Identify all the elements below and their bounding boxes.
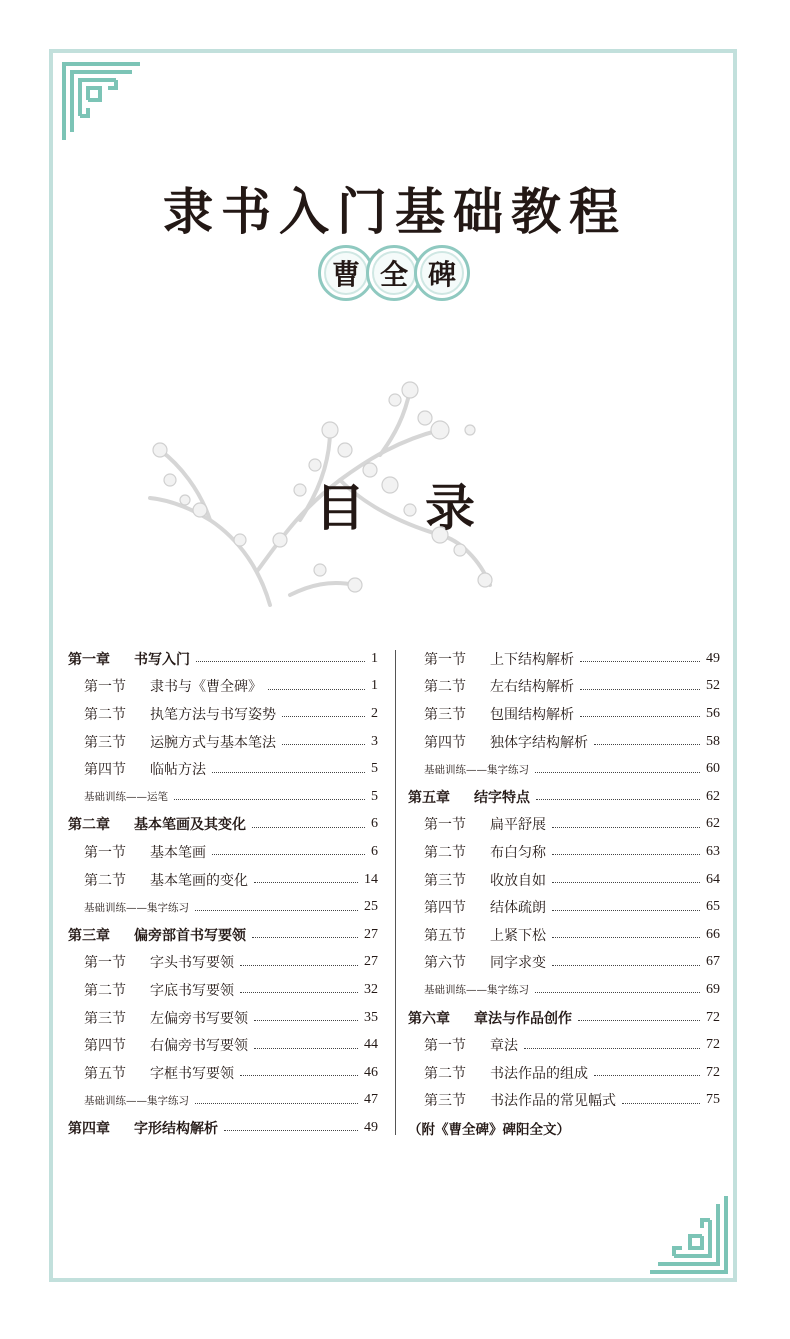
toc-entry-number: 第一节 (84, 955, 126, 972)
toc-entry-title: 结字特点 (474, 789, 530, 806)
toc-leader-dots (252, 827, 365, 828)
toc-column-left (68, 645, 378, 1142)
toc-entry-label (68, 649, 190, 669)
toc-entry-label (68, 814, 246, 834)
toc-entry-number: 第一章 (68, 651, 110, 668)
toc-entry-label (424, 732, 588, 752)
toc-leader-dots (282, 744, 365, 745)
toc-entry-page: 27 (364, 926, 378, 942)
toc-entry-training (408, 976, 720, 1004)
toc-entry-section (408, 866, 720, 894)
toc-entry-page: 56 (706, 705, 720, 721)
toc-entry-training (68, 893, 378, 921)
toc-entry-label (68, 925, 246, 945)
toc-entry-title: 扁平舒展 (490, 817, 546, 834)
toc-entry-section (68, 673, 378, 701)
toc-entry-label (424, 952, 546, 972)
toc-entry-label (84, 980, 234, 1000)
toc-entry-page: 35 (364, 1009, 378, 1025)
toc-entry-title: 章法与作品创作 (474, 1010, 572, 1027)
toc-entry-title: 基础训练——集字练习 (424, 984, 529, 997)
toc-leader-dots (195, 1103, 358, 1104)
toc-entry-label (424, 704, 574, 724)
toc-leader-dots (212, 854, 365, 855)
toc-entry-section (408, 838, 720, 866)
toc-leader-dots (195, 910, 358, 911)
toc-entry-section (408, 1031, 720, 1059)
toc-entry-label (424, 1063, 588, 1083)
toc-leader-dots (254, 882, 358, 883)
toc-entry-page: 65 (706, 899, 720, 915)
toc-entry-number: 第四节 (84, 762, 126, 779)
toc-entry-page: 46 (364, 1064, 378, 1080)
toc-leader-dots (535, 772, 700, 773)
toc-entry-label (68, 1118, 218, 1138)
toc-entry-section (68, 1004, 378, 1032)
toc-entry-label (84, 900, 189, 915)
toc-leader-dots (174, 799, 365, 800)
toc-entry-number: 第一节 (84, 679, 126, 696)
toc-entry-title: 字底书写要领 (150, 982, 234, 999)
toc-entry-label (424, 870, 546, 890)
toc-entry-title: 偏旁部首书写要领 (134, 927, 246, 944)
toc-entry-section (68, 1059, 378, 1087)
toc-entry-number: 第六节 (424, 955, 466, 972)
toc-entry-title: 独体字结构解析 (490, 734, 588, 751)
toc-entry-number: 第五章 (408, 789, 450, 806)
toc-entry-chapter (68, 921, 378, 949)
toc-entry-section (68, 1031, 378, 1059)
toc-entry-number: 第一节 (424, 817, 466, 834)
toc-entry-title: 字框书写要领 (150, 1065, 234, 1082)
toc-entry-number: 第三节 (424, 706, 466, 723)
toc-leader-dots (212, 772, 365, 773)
book-title: 隶书入门基础教程 (163, 182, 627, 241)
toc-entry-number: 第二节 (84, 982, 126, 999)
toc-entry-page: 62 (706, 788, 720, 804)
toc-leader-dots (552, 965, 700, 966)
column-divider (395, 650, 396, 1135)
toc-entry-section (408, 645, 720, 673)
toc-entry-title: 书写入门 (134, 651, 190, 668)
toc-entry-label (84, 732, 276, 752)
toc-entry-title: 基本笔画的变化 (150, 872, 248, 889)
toc-entry-label (84, 870, 248, 890)
toc-entry-training (68, 783, 378, 811)
toc-leader-dots (594, 744, 700, 745)
toc-entry-label (84, 1035, 248, 1055)
toc-entry-title: 章法 (490, 1038, 518, 1055)
toc-entry-label (408, 787, 530, 807)
toc-entry-label (424, 925, 546, 945)
seal-char: 碑 (420, 251, 464, 295)
toc-entry-appendix (408, 1114, 720, 1142)
toc-entry-page: 49 (706, 650, 720, 666)
toc-entry-number: 第五节 (424, 927, 466, 944)
toc-entry-number: 第二节 (84, 872, 126, 889)
toc-heading-char: 目 (315, 478, 365, 537)
toc-leader-dots (524, 1048, 700, 1049)
toc-leader-dots (622, 1103, 700, 1104)
toc-leader-dots (240, 992, 358, 993)
toc-entry-number: 第一节 (84, 844, 126, 861)
toc-entry-chapter (408, 783, 720, 811)
toc-entry-number: 第四章 (68, 1120, 110, 1137)
toc-entry-label (84, 704, 276, 724)
toc-entry-page: 25 (364, 899, 378, 915)
toc-entry-section (408, 673, 720, 701)
toc-entry-title: 左右结构解析 (490, 679, 574, 696)
toc-leader-dots (552, 854, 700, 855)
toc-entry-section (68, 866, 378, 894)
toc-entry-label (84, 1063, 234, 1083)
toc-entry-chapter (68, 645, 378, 673)
toc-entry-number: 第三节 (84, 1010, 126, 1027)
toc-entry-title: 书法作品的组成 (490, 1065, 588, 1082)
toc-entry-section (68, 838, 378, 866)
toc-leader-dots (552, 827, 700, 828)
toc-entry-number: 第一节 (424, 1038, 466, 1055)
toc-entry-title: 基础训练——集字练习 (84, 1094, 189, 1107)
toc-column-right (408, 645, 720, 1142)
toc-leader-dots (224, 1130, 358, 1131)
toc-entry-label (424, 1035, 518, 1055)
toc-entry-label (84, 842, 206, 862)
toc-entry-number: 第五节 (84, 1065, 126, 1082)
toc-entry-number: 第四节 (424, 734, 466, 751)
toc-entry-title: 基础训练——运笔 (84, 791, 168, 804)
toc-entry-page: 75 (706, 1092, 720, 1108)
toc-entry-page: 72 (706, 1009, 720, 1025)
toc-leader-dots (268, 689, 365, 690)
seal-char: 全 (372, 251, 416, 295)
toc-entry-section (68, 728, 378, 756)
seal-char: 曹 (324, 251, 368, 295)
toc-entry-label (424, 649, 574, 669)
toc-entry-page: 6 (371, 843, 378, 859)
toc-entry-title: 临帖方法 (150, 762, 206, 779)
toc-leader-dots (536, 799, 700, 800)
toc-entry-page: 5 (371, 788, 378, 804)
toc-entry-page: 69 (706, 981, 720, 997)
toc-entry-page: 44 (364, 1037, 378, 1053)
toc-entry-page: 58 (706, 733, 720, 749)
toc-entry-chapter (68, 811, 378, 839)
toc-entry-page: 3 (371, 733, 378, 749)
toc-entry-page: 1 (371, 650, 378, 666)
toc-entry-page: 63 (706, 843, 720, 859)
corner-ornament-top-left (60, 60, 142, 142)
toc-entry-title: 上紧下松 (490, 927, 546, 944)
toc-heading (0, 468, 790, 540)
toc-entry-label (84, 1008, 248, 1028)
toc-entry-label (84, 789, 168, 804)
toc-entry-title: 上下结构解析 (490, 651, 574, 668)
toc-entry-section (408, 700, 720, 728)
toc-leader-dots (254, 1020, 358, 1021)
toc-entry-title: 包围结构解析 (490, 706, 574, 723)
toc-leader-dots (580, 716, 700, 717)
toc-entry-title: 基础训练——集字练习 (424, 763, 529, 776)
toc-leader-dots (552, 937, 700, 938)
toc-entry-section (408, 728, 720, 756)
toc-entry-label (424, 762, 529, 777)
toc-entry-number: 第二节 (424, 844, 466, 861)
toc-entry-number: 第二章 (68, 817, 110, 834)
toc-entry-number: 第三章 (68, 927, 110, 944)
toc-entry-page: 66 (706, 926, 720, 942)
toc-entry-section (408, 1059, 720, 1087)
toc-entry-title: 基础训练——集字练习 (84, 901, 189, 914)
corner-ornament-bottom-right (648, 1194, 730, 1276)
toc-entry-page: 67 (706, 954, 720, 970)
toc-entry-title: 布白匀称 (490, 844, 546, 861)
toc-leader-dots (580, 661, 700, 662)
toc-entry-title: 运腕方式与基本笔法 (150, 734, 276, 751)
toc-entry-label (424, 842, 546, 862)
toc-entry-number: 第四节 (84, 1038, 126, 1055)
toc-entry-title: 同字求变 (490, 955, 546, 972)
toc-entry-page: 52 (706, 678, 720, 694)
toc-entry-title: 隶书与《曹全碑》 (150, 679, 262, 696)
toc-entry-page: 14 (364, 871, 378, 887)
toc-entry-title: 基本笔画 (150, 844, 206, 861)
toc-entry-section (68, 700, 378, 728)
toc-entry-page: 47 (364, 1092, 378, 1108)
toc-entry-label (424, 1090, 616, 1110)
toc-entry-label (424, 676, 574, 696)
toc-entry-chapter (68, 1114, 378, 1142)
toc-entry-label (84, 759, 206, 779)
seal-circle (414, 245, 470, 301)
toc-leader-dots (580, 689, 700, 690)
toc-entry-label (408, 1118, 570, 1138)
toc-leader-dots (252, 937, 358, 938)
toc-entry-label (84, 1093, 189, 1108)
toc-leader-dots (240, 965, 358, 966)
toc-entry-number: 第三节 (84, 734, 126, 751)
toc-entry-training (408, 755, 720, 783)
toc-entry-page: 72 (706, 1064, 720, 1080)
toc-entry-page: 60 (706, 761, 720, 777)
toc-entry-label (424, 814, 546, 834)
toc-entry-section (408, 1087, 720, 1115)
toc-entry-title: 执笔方法与书写姿势 (150, 706, 276, 723)
toc-entry-section (408, 949, 720, 977)
toc-entry-title: （附《曹全碑》碑阳全文） (408, 1121, 570, 1138)
toc-entry-title: 左偏旁书写要领 (150, 1010, 248, 1027)
toc-leader-dots (535, 992, 700, 993)
toc-entry-title: 右偏旁书写要领 (150, 1038, 248, 1055)
toc-entry-number: 第三节 (424, 872, 466, 889)
toc-entry-page: 64 (706, 871, 720, 887)
toc-entry-label (408, 1008, 572, 1028)
toc-entry-training (68, 1087, 378, 1115)
toc-entry-label (84, 952, 234, 972)
toc-entry-section (68, 949, 378, 977)
toc-entry-section (408, 893, 720, 921)
toc-entry-title: 字形结构解析 (134, 1120, 218, 1137)
toc-entry-chapter (408, 1004, 720, 1032)
toc-entry-page: 72 (706, 1037, 720, 1053)
toc-entry-number: 第六章 (408, 1010, 450, 1027)
toc-leader-dots (240, 1075, 358, 1076)
toc-entry-title: 字头书写要领 (150, 955, 234, 972)
toc-entry-number: 第三节 (424, 1093, 466, 1110)
toc-heading-char: 录 (425, 478, 475, 537)
toc-entry-title: 结体疏朗 (490, 900, 546, 917)
seal-group (318, 245, 478, 305)
toc-entry-page: 2 (371, 705, 378, 721)
toc-leader-dots (578, 1020, 700, 1021)
toc-entry-page: 62 (706, 816, 720, 832)
toc-entry-number: 第四节 (424, 900, 466, 917)
toc-entry-number: 第二节 (424, 1065, 466, 1082)
toc-entry-section (68, 755, 378, 783)
toc-leader-dots (254, 1048, 358, 1049)
toc-entry-section (68, 976, 378, 1004)
toc-entry-page: 27 (364, 954, 378, 970)
toc-entry-label (84, 676, 262, 696)
toc-leader-dots (282, 716, 365, 717)
toc-entry-number: 第一节 (424, 651, 466, 668)
toc-entry-page: 5 (371, 761, 378, 777)
toc-entry-number: 第二节 (424, 679, 466, 696)
toc-entry-page: 1 (371, 678, 378, 694)
toc-entry-label (424, 897, 546, 917)
toc-entry-title: 基本笔画及其变化 (134, 817, 246, 834)
toc-entry-section (408, 811, 720, 839)
toc-leader-dots (552, 882, 700, 883)
toc-entry-title: 书法作品的常见幅式 (490, 1093, 616, 1110)
toc-leader-dots (552, 910, 700, 911)
toc-entry-page: 49 (364, 1119, 378, 1135)
toc-entry-section (408, 921, 720, 949)
toc-entry-page: 32 (364, 981, 378, 997)
toc-leader-dots (196, 661, 365, 662)
toc-entry-page: 6 (371, 816, 378, 832)
toc-leader-dots (594, 1075, 700, 1076)
toc-entry-label (424, 982, 529, 997)
toc-entry-title: 收放自如 (490, 872, 546, 889)
toc-entry-number: 第二节 (84, 706, 126, 723)
